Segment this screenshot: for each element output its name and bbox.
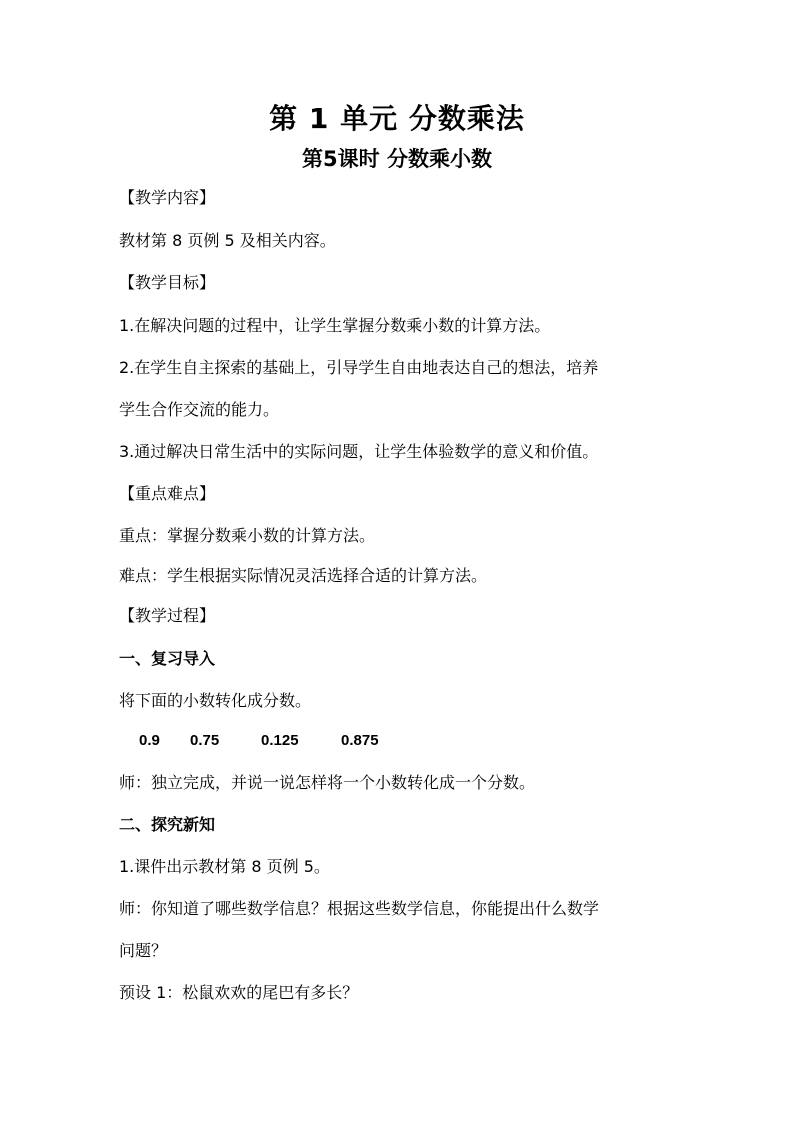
teacher-line-2b: 问题？ (119, 941, 168, 960)
decimal-value: 0.125 (261, 732, 299, 749)
lesson-title: 第5课时 分数乘小数 (302, 147, 492, 171)
teacher-line-1: 师：独立完成，并说一说怎样将一个小数转化成一个分数。 (119, 773, 536, 792)
unit-title: 第 1 单元 分数乘法 (269, 102, 525, 135)
preset-1: 预设 1：松鼠欢欢的尾巴有多长？ (119, 983, 359, 1002)
key-point: 重点：掌握分数乘小数的计算方法。 (119, 526, 376, 545)
key-heading: 【重点难点】 (119, 484, 216, 503)
part-2-heading: 二、探究新知 (119, 815, 216, 834)
decimal-value: 0.9 (139, 732, 160, 749)
goal-2-line-2: 学生合作交流的能力。 (119, 400, 280, 419)
goal-3: 3.通过解决日常生活中的实际问题，让学生体验数学的意义和价值。 (119, 442, 599, 461)
goals-heading: 【教学目标】 (119, 273, 216, 292)
part-1-heading: 一、复习导入 (119, 649, 216, 668)
goal-1: 1.在解决问题的过程中，让学生掌握分数乘小数的计算方法。 (119, 316, 551, 335)
step-1: 1.课件出示教材第 8 页例 5。 (119, 857, 330, 876)
process-heading: 【教学过程】 (119, 606, 216, 625)
content-text: 教材第 8 页例 5 及相关内容。 (119, 231, 336, 250)
teacher-line-2a: 师：你知道了哪些数学信息？根据这些数学信息，你能提出什么数学 (119, 899, 600, 918)
goal-2-line-1: 2.在学生自主探索的基础上，引导学生自由地表达自己的想法，培养 (119, 358, 599, 377)
content-heading: 【教学内容】 (119, 188, 216, 207)
decimal-value: 0.75 (190, 732, 220, 749)
difficult-point: 难点：学生根据实际情况灵活选择合适的计算方法。 (119, 566, 488, 585)
decimal-value: 0.875 (341, 732, 379, 749)
part-1-instruction: 将下面的小数转化成分数。 (119, 691, 312, 710)
